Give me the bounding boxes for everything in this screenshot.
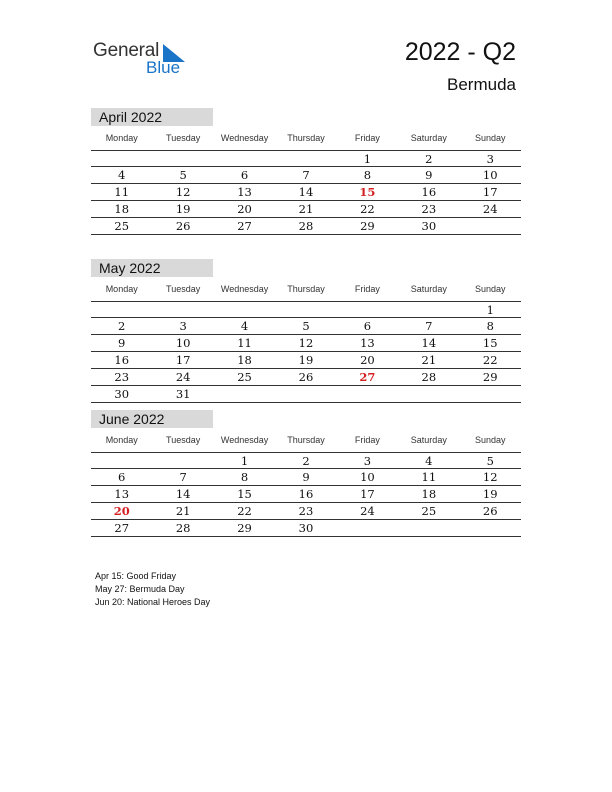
day-cell: 7 xyxy=(302,168,310,182)
day-cell: 25 xyxy=(421,504,437,518)
day-cell: 15 xyxy=(482,336,498,350)
day-cell: 1 xyxy=(486,302,494,317)
day-cell: 23 xyxy=(421,202,437,216)
weekday-label: Monday xyxy=(105,133,138,143)
day-cell: 10 xyxy=(360,470,375,484)
day-cell: 8 xyxy=(240,470,249,484)
weekday-label: Wednesday xyxy=(220,284,269,294)
logo-text-general: General xyxy=(93,40,160,61)
day-cell: 5 xyxy=(302,319,310,333)
day-cell: 13 xyxy=(114,487,130,501)
day-cell: 28 xyxy=(421,370,437,384)
day-cell: 16 xyxy=(421,185,437,199)
day-cell: 30 xyxy=(421,219,437,233)
day-cell: 10 xyxy=(482,168,498,182)
day-cell: 30 xyxy=(298,521,314,535)
day-cell: 7 xyxy=(425,319,433,333)
day-cell: 2 xyxy=(118,319,126,333)
day-cell: 28 xyxy=(175,521,191,535)
generalblue-logo xyxy=(93,40,203,80)
day-cell: 6 xyxy=(363,319,372,333)
day-cell: 1 xyxy=(363,151,372,166)
day-cell: 9 xyxy=(118,336,126,350)
day-cell: 19 xyxy=(175,202,191,216)
weekday-label: Sunday xyxy=(474,435,506,445)
day-cell: 26 xyxy=(298,370,314,384)
holiday-list xyxy=(95,570,210,609)
day-cell: 24 xyxy=(360,504,375,518)
day-cell: 9 xyxy=(425,168,433,182)
day-cell: 11 xyxy=(421,470,437,484)
holiday-item: Jun 20: National Heroes Day xyxy=(95,597,211,607)
day-cell: 30 xyxy=(114,387,130,401)
week-row xyxy=(91,452,521,469)
weekday-label: Friday xyxy=(354,435,380,445)
day-cell: 6 xyxy=(240,168,249,182)
day-cell: 22 xyxy=(360,202,375,216)
day-cell: 12 xyxy=(298,336,314,350)
day-cell: 13 xyxy=(360,336,375,350)
day-cell: 18 xyxy=(237,353,252,367)
day-cell: 18 xyxy=(114,202,130,216)
day-cell: 23 xyxy=(114,370,130,384)
day-cell: 11 xyxy=(237,336,252,350)
day-cell: 8 xyxy=(363,168,372,182)
week-row xyxy=(91,386,521,403)
day-cell: 24 xyxy=(482,202,498,216)
day-cell: 29 xyxy=(237,521,252,535)
day-cell: 19 xyxy=(482,487,498,501)
week-row xyxy=(91,301,521,318)
month-label: June 2022 xyxy=(91,410,213,428)
day-cell: 26 xyxy=(175,219,191,233)
day-cell: 5 xyxy=(486,453,494,468)
day-cell: 1 xyxy=(240,453,249,468)
day-cell: 4 xyxy=(425,453,433,468)
day-cell: 2 xyxy=(425,151,433,166)
day-cell: 15 xyxy=(237,487,252,501)
day-cell: 17 xyxy=(175,353,191,367)
day-cell: 20 xyxy=(360,353,375,367)
day-cell: 13 xyxy=(237,185,252,199)
day-cell: 3 xyxy=(363,453,372,468)
weekday-label: Wednesday xyxy=(220,133,269,143)
month-label: April 2022 xyxy=(91,108,213,126)
day-cell: 9 xyxy=(302,470,310,484)
day-cell: 20 xyxy=(113,504,130,518)
day-cell: 19 xyxy=(298,353,314,367)
weekday-label: Friday xyxy=(354,284,380,294)
weekday-label: Monday xyxy=(105,435,138,445)
day-cell: 21 xyxy=(175,504,191,518)
weekday-label: Saturday xyxy=(410,435,447,445)
day-cell: 27 xyxy=(359,370,376,384)
day-cell: 16 xyxy=(114,353,130,367)
day-cell: 4 xyxy=(118,168,126,182)
day-cell: 8 xyxy=(486,319,494,333)
week-row xyxy=(91,503,521,520)
day-cell: 7 xyxy=(179,470,187,484)
week-row xyxy=(91,486,521,503)
month-april xyxy=(91,108,521,235)
month-may xyxy=(91,259,521,403)
day-cell: 2 xyxy=(302,453,310,468)
day-cell: 18 xyxy=(421,487,437,501)
day-cell: 26 xyxy=(482,504,498,518)
weekday-label: Saturday xyxy=(410,133,447,143)
day-cell: 22 xyxy=(482,353,498,367)
day-cell: 17 xyxy=(360,487,375,501)
week-row xyxy=(91,150,521,167)
holiday-item: May 27: Bermuda Day xyxy=(95,584,185,594)
month-june xyxy=(91,410,521,537)
day-cell: 28 xyxy=(298,219,314,233)
day-cell: 31 xyxy=(175,387,191,401)
day-cell: 14 xyxy=(175,487,191,501)
day-cell: 21 xyxy=(298,202,314,216)
day-cell: 20 xyxy=(237,202,252,216)
day-cell: 24 xyxy=(175,370,191,384)
country-name: Bermuda xyxy=(447,75,516,94)
day-cell: 25 xyxy=(114,219,130,233)
weekday-label: Thursday xyxy=(287,435,325,445)
week-row xyxy=(91,469,521,486)
week-row xyxy=(91,167,521,184)
week-row xyxy=(91,184,521,201)
holiday-item: Apr 15: Good Friday xyxy=(95,571,177,581)
day-cell: 16 xyxy=(298,487,314,501)
day-cell: 3 xyxy=(486,151,494,166)
day-cell: 27 xyxy=(237,219,252,233)
week-row xyxy=(91,520,521,537)
weekday-label: Friday xyxy=(354,133,380,143)
weekday-label: Saturday xyxy=(410,284,447,294)
week-row xyxy=(91,201,521,218)
weekday-label: Monday xyxy=(105,284,138,294)
day-cell: 29 xyxy=(360,219,375,233)
day-cell: 12 xyxy=(482,470,498,484)
weekday-header-row xyxy=(91,126,521,150)
week-row xyxy=(91,335,521,352)
weekday-label: Sunday xyxy=(474,133,506,143)
day-cell: 14 xyxy=(421,336,437,350)
day-cell: 10 xyxy=(175,336,191,350)
weekday-label: Wednesday xyxy=(220,435,269,445)
weekday-label: Tuesday xyxy=(166,435,201,445)
day-cell: 5 xyxy=(179,168,187,182)
weekday-label: Tuesday xyxy=(166,133,201,143)
weekday-header-row xyxy=(91,428,521,452)
day-cell: 14 xyxy=(298,185,314,199)
day-cell: 22 xyxy=(237,504,252,518)
weekday-label: Thursday xyxy=(287,133,325,143)
day-cell: 27 xyxy=(114,521,130,535)
week-row xyxy=(91,318,521,335)
weekday-label: Sunday xyxy=(474,284,506,294)
day-cell: 12 xyxy=(175,185,191,199)
day-cell: 3 xyxy=(179,319,187,333)
day-cell: 15 xyxy=(359,185,376,199)
week-row xyxy=(91,352,521,369)
weekday-header-row xyxy=(91,277,521,301)
page-title: 2022 - Q2 xyxy=(404,38,516,66)
month-label: May 2022 xyxy=(91,259,213,277)
week-row xyxy=(91,369,521,386)
day-cell: 11 xyxy=(114,185,130,199)
day-cell: 17 xyxy=(482,185,498,199)
day-cell: 25 xyxy=(237,370,252,384)
weekday-label: Thursday xyxy=(287,284,325,294)
logo-text-blue: Blue xyxy=(146,58,181,77)
week-row xyxy=(91,218,521,235)
day-cell: 29 xyxy=(482,370,498,384)
day-cell: 21 xyxy=(421,353,437,367)
day-cell: 23 xyxy=(298,504,314,518)
day-cell: 6 xyxy=(118,470,126,484)
day-cell: 4 xyxy=(240,319,249,333)
weekday-label: Tuesday xyxy=(166,284,201,294)
